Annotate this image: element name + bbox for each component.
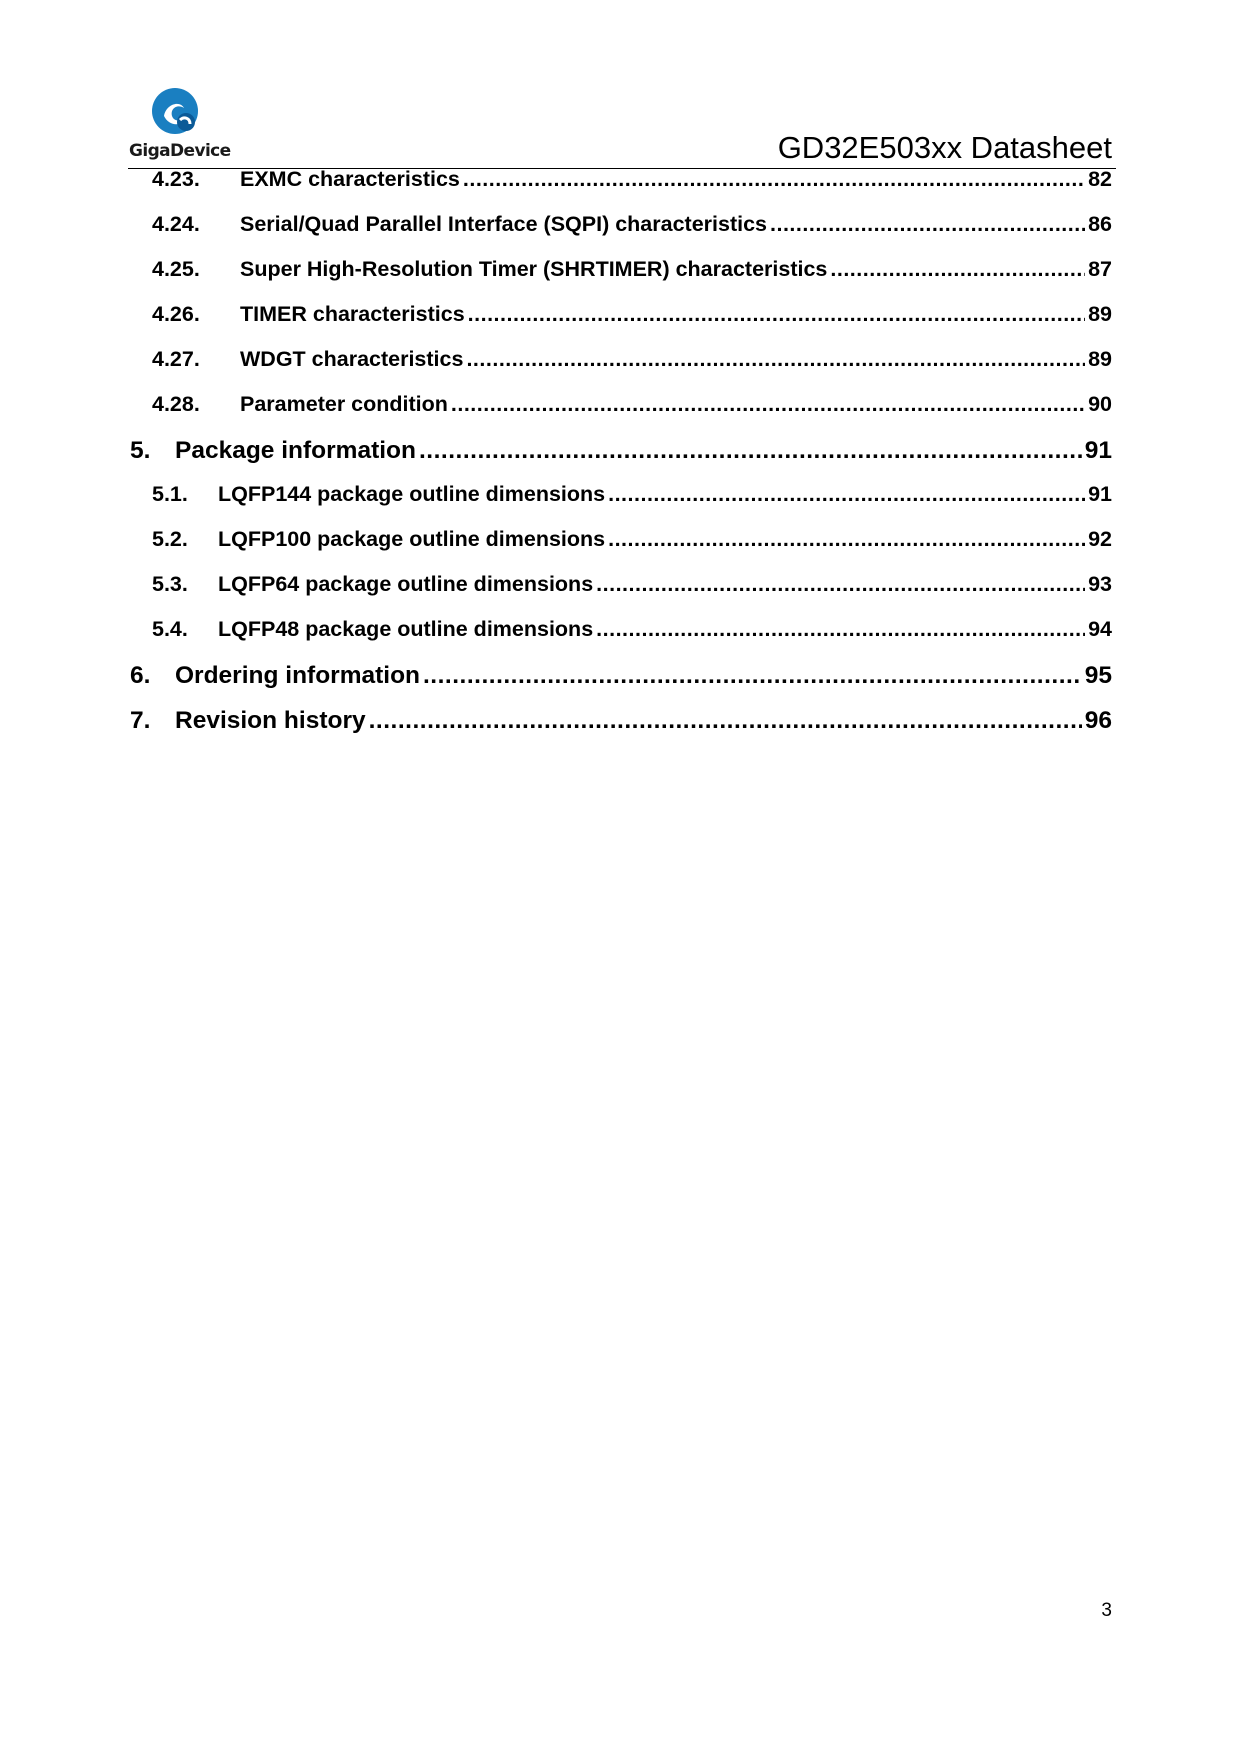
toc-entry[interactable] (128, 482, 1112, 527)
logo-wordmark: GigaDevice (129, 141, 231, 161)
toc-leader-dots (596, 617, 1085, 642)
toc-entry-page[interactable]: 89 (1088, 347, 1112, 371)
toc-entry-number: 6. (130, 662, 151, 689)
toc-entry[interactable] (128, 392, 1112, 437)
toc-leader-dots (369, 707, 1082, 735)
gigadevice-logo-icon (150, 86, 200, 136)
toc-entry[interactable] (128, 662, 1112, 707)
table-of-contents (128, 167, 1112, 752)
toc-entry-page[interactable]: 89 (1088, 302, 1112, 326)
toc-entry[interactable] (128, 437, 1112, 482)
page-number: 3 (1101, 1600, 1112, 1621)
toc-entry-title[interactable]: Parameter condition (240, 392, 448, 416)
toc-leader-dots (451, 392, 1085, 417)
toc-entry-title[interactable]: EXMC characteristics (240, 167, 460, 191)
toc-entry[interactable] (128, 572, 1112, 617)
toc-leader-dots (468, 302, 1085, 327)
toc-entry-title[interactable]: Super High-Resolution Timer (SHRTIMER) characteristics (240, 257, 828, 281)
toc-leader-dots (608, 482, 1085, 507)
toc-entry[interactable] (128, 347, 1112, 392)
toc-entry-page[interactable]: 96 (1084, 707, 1112, 734)
toc-entry-number: 4.24. (152, 212, 200, 236)
toc-entry-title[interactable]: WDGT characteristics (240, 347, 464, 371)
toc-entry-number: 5.1. (152, 482, 188, 506)
toc-entry[interactable] (128, 707, 1112, 752)
toc-entry-title[interactable]: LQFP144 package outline dimensions (218, 482, 606, 506)
toc-entry-page[interactable]: 91 (1084, 437, 1112, 464)
toc-entry-page[interactable]: 95 (1084, 662, 1112, 689)
toc-entry-title[interactable]: TIMER characteristics (240, 302, 465, 326)
toc-entry-number: 4.23. (152, 167, 200, 191)
toc-leader-dots (419, 437, 1082, 465)
toc-entry-number: 7. (130, 707, 151, 734)
toc-entry-page[interactable]: 91 (1088, 482, 1112, 506)
toc-entry-number: 5.2. (152, 527, 188, 551)
page-header (128, 86, 1116, 170)
toc-entry-number: 5.4. (152, 617, 188, 641)
toc-leader-dots (770, 212, 1085, 237)
toc-leader-dots (463, 167, 1085, 192)
toc-entry[interactable] (128, 167, 1112, 212)
toc-entry-title[interactable]: Revision history (175, 707, 366, 734)
toc-entry-page[interactable]: 86 (1088, 212, 1112, 236)
toc-entry-title[interactable]: Package information (175, 437, 416, 464)
toc-leader-dots (608, 527, 1085, 552)
toc-entry[interactable] (128, 617, 1112, 662)
toc-entry-title[interactable]: LQFP64 package outline dimensions (218, 572, 594, 596)
toc-entry-title[interactable]: LQFP100 package outline dimensions (218, 527, 606, 551)
toc-entry-page[interactable]: 94 (1088, 617, 1112, 641)
gigadevice-logo (128, 86, 231, 166)
toc-entry-page[interactable]: 87 (1088, 257, 1112, 281)
toc-entry-number: 4.26. (152, 302, 200, 326)
toc-entry-title[interactable]: Serial/Quad Parallel Interface (SQPI) characteristics (240, 212, 767, 236)
toc-entry[interactable] (128, 257, 1112, 302)
toc-entry-number: 4.25. (152, 257, 200, 281)
toc-entry[interactable] (128, 527, 1112, 572)
document-title: GD32E503xx Datasheet (777, 130, 1112, 165)
toc-entry-title[interactable]: LQFP48 package outline dimensions (218, 617, 594, 641)
toc-entry-title[interactable]: Ordering information (175, 662, 420, 689)
toc-entry[interactable] (128, 302, 1112, 347)
toc-entry-page[interactable]: 82 (1088, 167, 1112, 191)
toc-entry-number: 5.3. (152, 572, 188, 596)
toc-entry-page[interactable]: 93 (1088, 572, 1112, 596)
toc-leader-dots (596, 572, 1085, 597)
toc-leader-dots (830, 257, 1085, 282)
toc-entry-number: 5. (130, 437, 151, 464)
toc-entry-number: 4.28. (152, 392, 200, 416)
toc-entry-page[interactable]: 92 (1088, 527, 1112, 551)
toc-entry-page[interactable]: 90 (1088, 392, 1112, 416)
toc-entry[interactable] (128, 212, 1112, 257)
toc-leader-dots (423, 662, 1082, 690)
toc-leader-dots (466, 347, 1085, 372)
toc-entry-number: 4.27. (152, 347, 200, 371)
